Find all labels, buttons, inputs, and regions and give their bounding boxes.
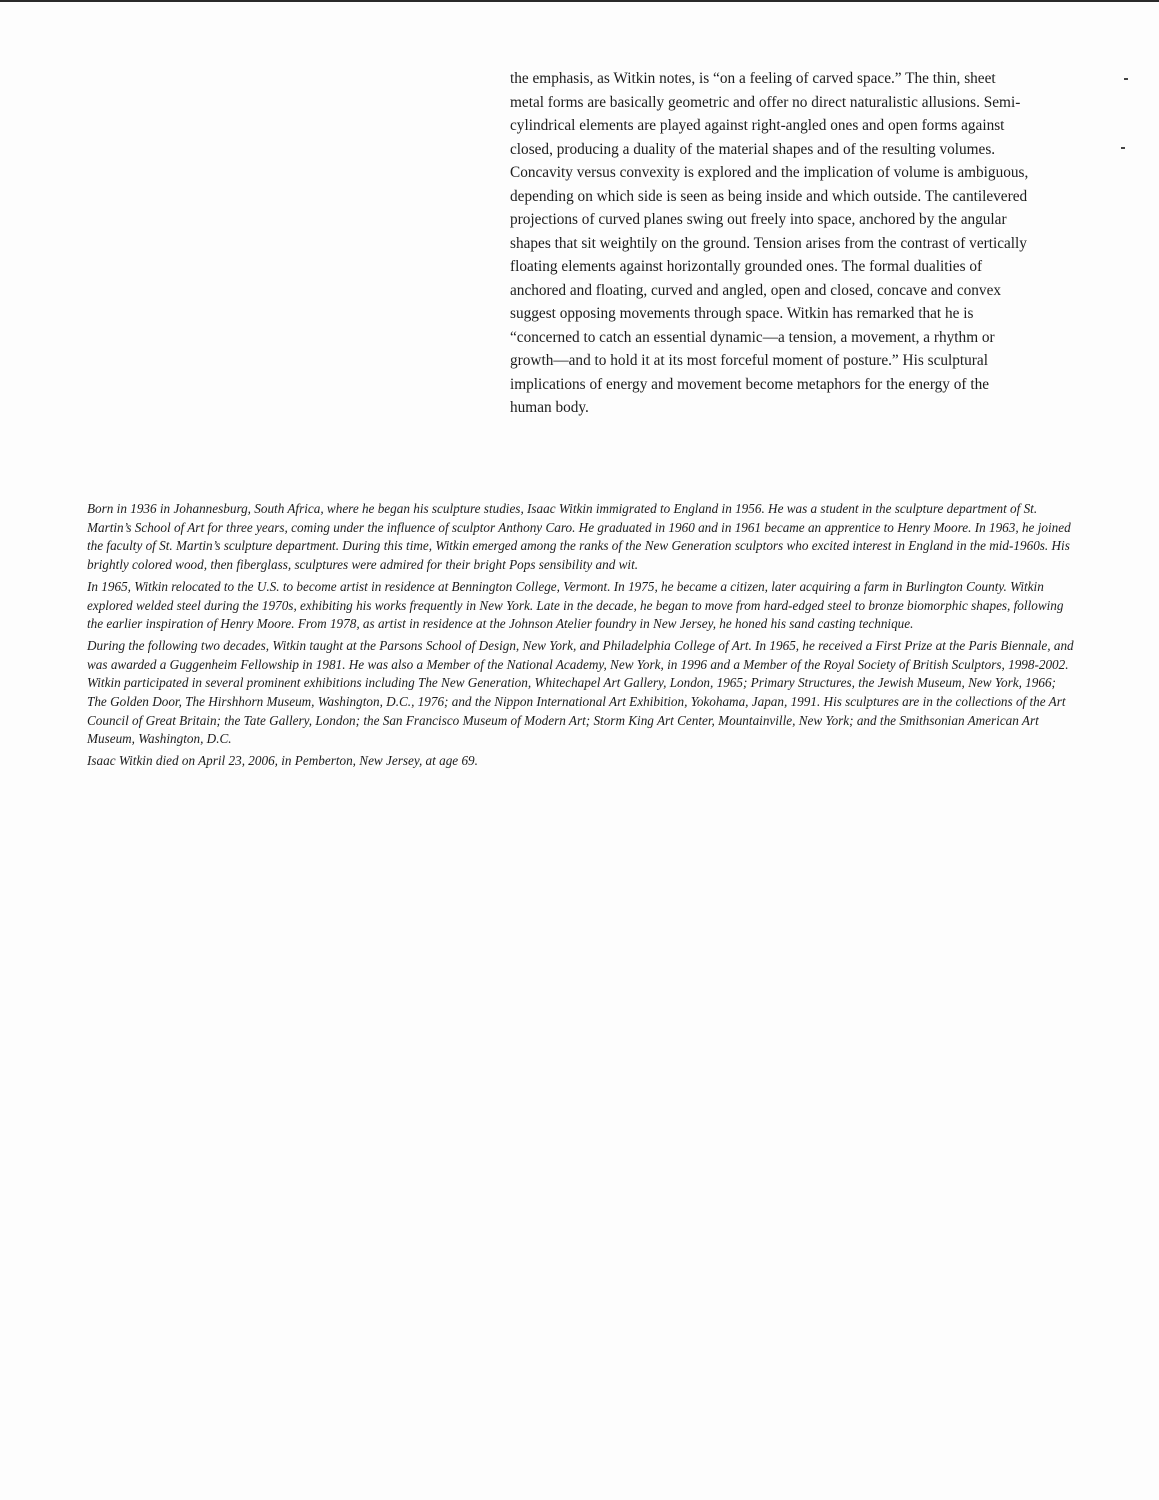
margin-mark (1121, 147, 1125, 149)
margin-mark (1124, 78, 1128, 80)
page-top-edge (0, 0, 1159, 2)
biography-paragraph: In 1965, Witkin relocated to the U.S. to become artist in residence at Bennington College, Vermont. In 1975, he became a citizen, later acquiring a farm in Burlington County. Witkin explored welded steel during the 1970s, exhibiting his works frequently in New York. Late in the decade, he began to move from hard-edged steel to bronze biomorphic shapes, following the earlier inspiration of Henry Moore. From 1978, as artist in residence at the Johnson Atelier foundry in New Jersey, he honed his sand casting technique. (87, 578, 1064, 632)
artist-biography (87, 500, 1077, 774)
biography-paragraph: Isaac Witkin died on April 23, 2006, in Pemberton, New Jersey, at age 69. (87, 753, 478, 769)
biography-paragraph: Born in 1936 in Johannesburg, South Africa, where he began his sculpture studies, Isaac Witkin immigrated to England in 1956. He was a student in the sculpture department of St. Martin’s School of Art for three years, coming under the influence of sculptor Anthony Caro. He graduated in 1960 and in 1961 became an apprentice to Henry Moore. In 1963, he joined the faculty of St. Martin’s sculpture department. During this time, Witkin emerged among the ranks of the New Generation sculptors who excited interest in England in the mid-1960s. His brightly colored wood, then fiberglass, sculptures were admired for their bright Pops sensibility and wit. (87, 501, 1071, 573)
biography-paragraph: During the following two decades, Witkin taught at the Parsons School of Design, New York, and Philadelphia College of Art. In 1965, he received a First Prize at the Paris Biennale, and was awarded a Guggenheim Fellowship in 1981. He was also a Member of the National Academy, New York, in 1996 and a Member of the Royal Society of British Sculptors, 1998-2002. Witkin participated in several prominent exhibitions including The New Generation, Whitechapel Art Gallery, London, 1965; Primary Structures, the Jewish Museum, New York, 1966; The Golden Door, The Hirshhorn Museum, Washington, D.C., 1976; and the Nippon International Art Exhibition, Yokohama, Japan, 1991. His sculptures are in the collections of the Art Council of Great Britain; the Tate Gallery, London; the San Francisco Museum of Modern Art; Storm King Art Center, Mountainville, New York; and the Smithsonian American Art Museum, Washington, D.C. (87, 637, 1074, 747)
essay-paragraph: the emphasis, as Witkin notes, is “on a feeling of carved space.” The thin, sheet metal forms are basically geometric and offer no direct naturalistic allusions. Semi-cylindrical elements are played against right-angled ones and open forms against closed, producing a duality of the material shapes and of the resulting volumes. Concavity versus convexity is explored and the implication of volume is ambiguous, depending on which side is seen as being inside and which outside. The cantilevered projections of curved planes swing out freely into space, anchored by the angular shapes that sit weightily on the ground. Tension arises from the contrast of vertically floating elements against horizontally grounded ones. The formal dualities of anchored and floating, curved and angled, open and closed, concave and convex suggest opposing movements through space. Witkin has remarked that he is “concerned to catch an essential dynamic—a tension, a movement, a rhythm or growth—and to hold it at its most forceful moment of posture.” His sculptural implications of energy and movement become metaphors for the energy of the human body. (510, 70, 1029, 416)
